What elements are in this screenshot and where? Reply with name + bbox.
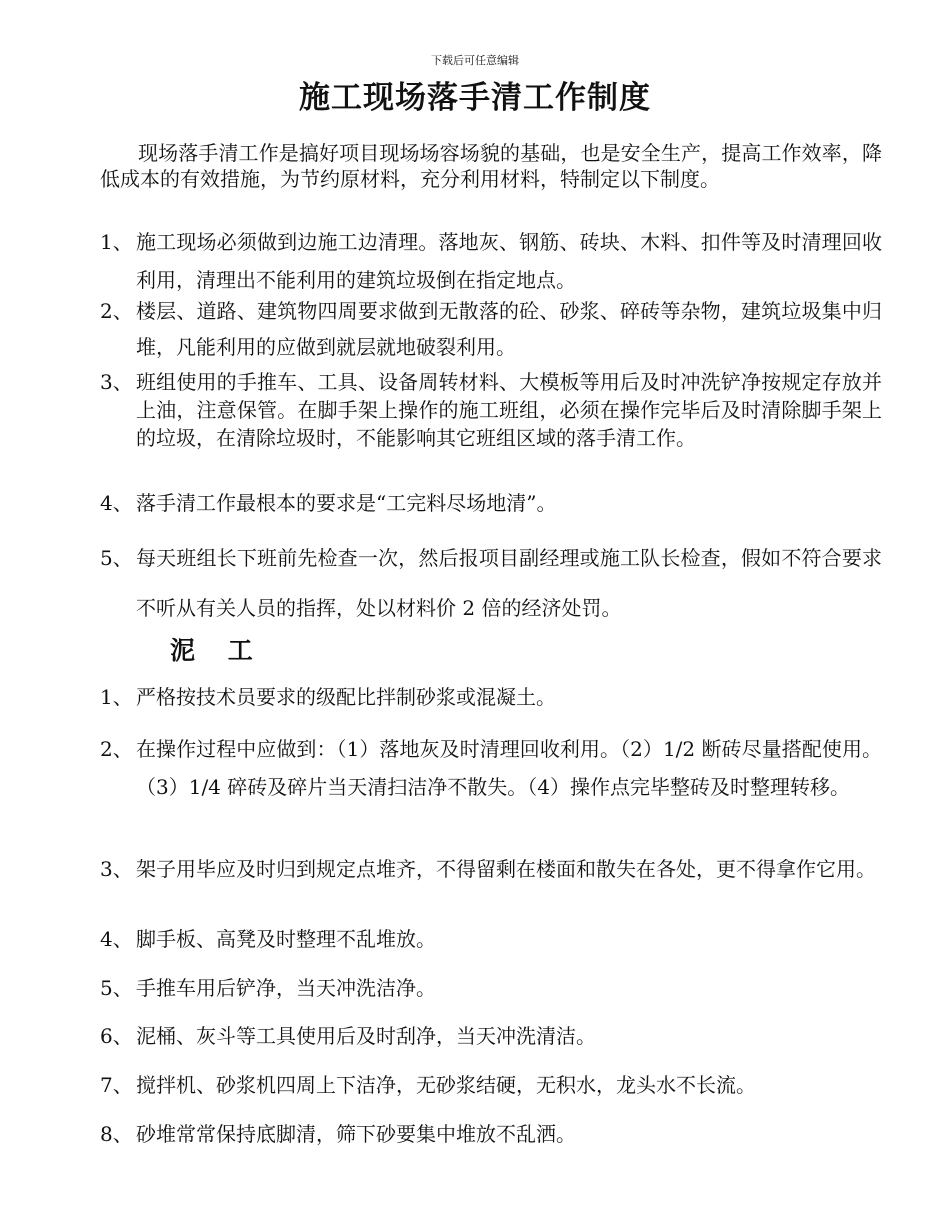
rule-item-5: [100, 533, 882, 633]
item-number: 7、: [100, 1073, 133, 1097]
rule-number: 2、: [100, 299, 133, 323]
rule-number: 3、: [100, 370, 133, 394]
rule-text: 施工现场必须做到边施工边清理。落地灰、钢筋、砖块、木料、扣件等及时清理回收利用，清理出不能利用的建筑垃圾倒在指定地点。: [136, 230, 882, 292]
item-number: 3、: [100, 857, 133, 881]
section-heading: 泥 工: [170, 636, 265, 665]
section-item-6: [100, 1022, 882, 1050]
rule-item-1: [100, 223, 882, 299]
rule-item-3: [100, 368, 882, 452]
header-note: 下载后可任意编辑: [431, 54, 519, 67]
item-number: 4、: [100, 927, 133, 951]
item-number: 2、: [100, 737, 133, 761]
item-text: 严格按技术员要求的级配比拌制砂浆或混凝土。: [136, 685, 556, 709]
section-item-1: [100, 683, 882, 711]
section-item-7: [100, 1071, 882, 1099]
rule-item-4: [100, 489, 882, 517]
item-text: 搅拌机、砂浆机四周上下洁净，无砂浆结硬，无积水，龙头水不长流。: [136, 1073, 756, 1097]
rule-number: 1、: [100, 230, 133, 254]
item-text: 手推车用后铲净，当天冲洗洁净。: [136, 976, 436, 1000]
intro-paragraph: 现场落手清工作是搞好项目现场场容场貌的基础，也是安全生产，提高工作效率，降低成本的有效措施，为节约原材料，充分利用材料，特制定以下制度。: [100, 141, 882, 191]
item-number: 8、: [100, 1122, 133, 1146]
rule-text: 楼层、道路、建筑物四周要求做到无散落的砼、砂浆、碎砖等杂物，建筑垃圾集中归堆，凡能利用的应做到就层就地破裂利用。: [136, 299, 882, 359]
section-item-5: [100, 974, 882, 1002]
document-title: 施工现场落手清工作制度: [299, 80, 651, 116]
item-number: 1、: [100, 685, 133, 709]
item-text: 脚手板、高凳及时整理不乱堆放。: [136, 927, 436, 951]
section-item-2: [100, 730, 882, 806]
rule-item-2: [100, 293, 882, 365]
item-number: 5、: [100, 976, 133, 1000]
section-item-8: [100, 1120, 882, 1148]
item-text: 架子用毕应及时归到规定点堆齐，不得留剩在楼面和散失在各处，更不得拿作它用。: [136, 857, 876, 881]
section-item-4: [100, 925, 882, 953]
item-text: 砂堆常常保持底脚清，筛下砂要集中堆放不乱洒。: [136, 1122, 576, 1146]
rule-text: 落手清工作最根本的要求是“工完料尽场地清”。: [136, 491, 557, 515]
item-text: 泥桶、灰斗等工具使用后及时刮净，当天冲洗清洁。: [136, 1024, 596, 1048]
section-item-3: [100, 851, 882, 887]
rule-number: 5、: [100, 546, 133, 570]
item-text: 在操作过程中应做到：（1）落地灰及时清理回收利用。（2）1/2 断砖尽量搭配使用。（3）1/4 碎砖及碎片当天清扫洁净不散失。（4）操作点完毕整砖及时整理转移。: [136, 737, 882, 799]
rule-number: 4、: [100, 491, 133, 515]
item-number: 6、: [100, 1024, 133, 1048]
rule-text: 每天班组长下班前先检查一次，然后报项目副经理或施工队长检查，假如不符合要求不听从有关人员的指挥，处以材料价 2 倍的经济处罚。: [136, 546, 882, 620]
rule-text: 班组使用的手推车、工具、设备周转材料、大模板等用后及时冲洗铲净按规定存放并上油，注意保管。在脚手架上操作的施工班组，必须在操作完毕后及时清除脚手架上的垃圾，在清除垃圾时，不能影响其它班组区域的落手清工作。: [136, 370, 882, 450]
